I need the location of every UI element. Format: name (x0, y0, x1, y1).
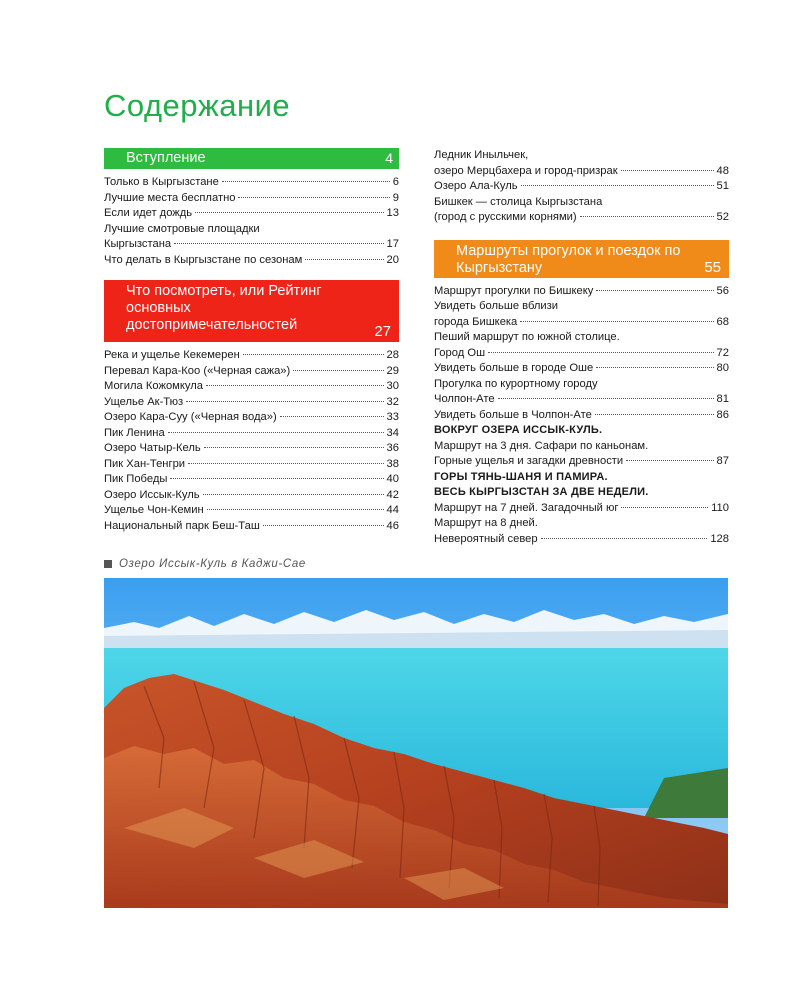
toc-entry-text: Озеро Кара-Суу («Черная вода») (104, 411, 277, 423)
toc-entry-text: Озеро Иссык-Куль (104, 488, 200, 501)
dot-leader (293, 370, 383, 371)
toc-entry-page: 68 (716, 315, 729, 328)
dot-leader (170, 478, 383, 479)
toc-entry-text: Пеший маршрут по южной столице. (434, 331, 620, 343)
toc-entry-page: 46 (386, 519, 399, 532)
toc-entry-line (434, 454, 729, 470)
dot-leader (195, 212, 383, 213)
toc-entry[interactable] (434, 516, 729, 547)
toc-entry-page: 20 (386, 253, 399, 266)
toc-entry[interactable] (104, 426, 399, 442)
toc-entry-text: Маршрут на 7 дней. Загадочный юг (434, 501, 619, 514)
toc-entry-page: 28 (386, 349, 399, 361)
toc-entry[interactable] (434, 361, 729, 377)
toc-entry-page: 40 (386, 473, 399, 485)
toc-entry-page: 36 (386, 442, 399, 454)
toc-entry-line (104, 237, 399, 253)
toc-entry[interactable] (104, 206, 399, 222)
toc-entry-page: 44 (386, 504, 399, 516)
dot-leader (188, 463, 384, 464)
dot-leader (541, 538, 708, 539)
toc-entry-page: 30 (386, 380, 399, 392)
toc-entry[interactable] (104, 175, 399, 191)
toc-entry-line (434, 164, 729, 180)
dot-leader (243, 354, 384, 355)
toc-entry-line (104, 206, 399, 222)
toc-right-column (434, 148, 729, 547)
toc-entry-page: 17 (386, 238, 399, 250)
toc-entry[interactable] (434, 195, 729, 226)
toc-entry-text: Только в Кыргызстане (104, 176, 219, 188)
toc-entry-text: Лучшие смотровые площадки (104, 222, 260, 235)
dot-leader (580, 216, 714, 217)
toc-entry[interactable] (434, 284, 729, 300)
toc-entry-page: 56 (716, 284, 729, 297)
toc-entry-text: Маршрут на 8 дней. (434, 517, 538, 529)
dot-leader (596, 290, 713, 291)
toc-entry-line (434, 315, 729, 331)
dot-leader (488, 352, 714, 353)
dot-leader (174, 243, 383, 244)
toc-entry-text: Кыргызстана (104, 238, 172, 250)
toc-entry-page: 33 (386, 411, 399, 423)
toc-entry-text: Увидеть больше в городе Оше (434, 362, 594, 374)
toc-entry[interactable] (104, 348, 399, 364)
toc-entry-page: 9 (392, 191, 399, 204)
dot-leader (186, 401, 383, 402)
toc-entry[interactable] (104, 191, 399, 207)
toc-entry[interactable] (104, 410, 399, 426)
dot-leader (238, 197, 389, 198)
toc-entry-line (104, 191, 399, 207)
toc-entry-text: Национальный парк Беш-Таш (104, 519, 260, 532)
toc-entry[interactable] (434, 330, 729, 361)
toc-entry-line (104, 395, 399, 411)
toc-entry[interactable] (104, 441, 399, 457)
toc-entry-text: Озеро Чатыр-Кель (104, 442, 201, 454)
toc-list-introduction (104, 175, 399, 268)
square-bullet-icon (104, 560, 112, 568)
toc-entry-line (104, 441, 399, 457)
toc-entry[interactable] (104, 395, 399, 411)
toc-entry[interactable] (434, 423, 729, 470)
toc-entry-text: (город с русскими корнями) (434, 211, 577, 223)
toc-entry-text: Могила Кожомкула (104, 380, 203, 392)
toc-entry-text: Ущелье Ак-Тюз (104, 395, 184, 408)
toc-entry-text: Перевал Кара-Коо («Черная сажа») (104, 364, 291, 377)
toc-entry[interactable] (434, 377, 729, 408)
dot-leader (498, 398, 714, 399)
toc-entry-text: Лучшие места бесплатно (104, 191, 236, 204)
toc-entry[interactable] (104, 488, 399, 504)
toc-entry-text: Пик Хан-Тенгри (104, 457, 186, 470)
toc-entry-text: Город Ош (434, 346, 486, 359)
toc-entry-line (434, 361, 729, 377)
photo-caption (104, 558, 306, 570)
toc-entry-text: Бишкек — столица Кыргызстана (434, 195, 603, 208)
dot-leader (263, 525, 384, 526)
toc-entry-text: Пик Ленина (104, 426, 165, 439)
toc-entry-page: 81 (716, 393, 729, 405)
toc-entry-text: Пик Победы (104, 473, 168, 485)
dot-leader (626, 460, 713, 461)
toc-entry-page: 38 (386, 457, 399, 470)
toc-left-column (104, 148, 399, 534)
section-header-routes[interactable] (434, 240, 729, 278)
toc-entry[interactable] (434, 470, 729, 517)
dot-leader (595, 414, 714, 415)
toc-entry-page: 29 (386, 364, 399, 377)
toc-entry-line (104, 472, 399, 488)
toc-entry-line (434, 346, 729, 362)
toc-entry-line (434, 284, 729, 300)
toc-entry-line (434, 501, 729, 517)
section-title: Маршруты прогулок и поездок по Кыргызстану (456, 242, 681, 276)
toc-entry-page: 48 (716, 164, 729, 177)
toc-entry-line (104, 379, 399, 395)
section-page-number: 4 (385, 150, 393, 166)
toc-entry[interactable] (434, 408, 729, 424)
toc-entry[interactable] (104, 379, 399, 395)
toc-entry-heading: ВОКРУГ ОЗЕРА ИССЫК-КУЛЬ. (434, 424, 603, 436)
section-page-number: 55 (704, 258, 721, 276)
toc-list-routes (434, 284, 729, 548)
toc-entry-line (104, 426, 399, 442)
toc-entry-line (434, 392, 729, 408)
toc-entry-text: Прогулка по курортному городу (434, 377, 598, 390)
toc-list-sights-continued (434, 148, 729, 226)
toc-entry[interactable] (104, 503, 399, 519)
dot-leader (521, 185, 714, 186)
toc-entry-page: 72 (716, 346, 729, 359)
toc-entry-line (104, 410, 399, 426)
toc-entry-page: 32 (386, 395, 399, 408)
toc-entry-heading: ГОРЫ ТЯНЬ-ШАНЯ И ПАМИРА. (434, 470, 608, 483)
toc-entry-page: 34 (386, 426, 399, 439)
toc-entry-heading: ВЕСЬ КЫРГЫЗСТАН ЗА ДВЕ НЕДЕЛИ. (434, 486, 649, 498)
toc-entry-text: Река и ущелье Кекемерен (104, 349, 240, 361)
toc-entry-page: 110 (711, 501, 729, 514)
toc-entry-text: Невероятный север (434, 532, 538, 545)
toc-entry[interactable] (434, 299, 729, 330)
dot-leader (621, 507, 708, 508)
toc-entry[interactable] (104, 519, 399, 535)
toc-entry-text: Увидеть больше вблизи (434, 300, 559, 312)
toc-entry-text: Горные ущелья и загадки древности (434, 455, 624, 467)
toc-entry-line (104, 253, 399, 269)
dot-leader (280, 416, 384, 417)
dot-leader (204, 447, 384, 448)
toc-entry-text: Что делать в Кыргызстане по сезонам (104, 253, 303, 266)
toc-entry-text: Ущелье Чон-Кемин (104, 504, 204, 516)
dot-leader (203, 494, 384, 495)
section-header-sights[interactable] (104, 280, 399, 342)
toc-entry[interactable] (104, 222, 399, 253)
caption-text: Озеро Иссык-Куль в Каджи-Сае (119, 558, 306, 570)
toc-entry-text: Маршрут прогулки по Бишкеку (434, 284, 594, 297)
toc-entry[interactable] (104, 457, 399, 473)
toc-entry-line (434, 532, 729, 548)
toc-entry-text: озеро Мерцбахера и город-призрак (434, 164, 618, 177)
toc-entry-line (104, 503, 399, 519)
dot-leader (305, 259, 383, 260)
page-title: Содержание (104, 88, 291, 123)
toc-entry-page: 42 (386, 488, 399, 501)
toc-entry[interactable] (104, 253, 399, 269)
toc-entry[interactable] (434, 179, 729, 195)
toc-entry-text: города Бишкека (434, 315, 518, 328)
toc-list-sights (104, 348, 399, 534)
toc-entry[interactable] (434, 148, 729, 179)
section-title: Что посмотреть, или Рейтинг основных достопримечательностей (126, 283, 322, 333)
toc-entry-page: 6 (392, 176, 399, 188)
toc-entry-text: Маршрут на 3 дня. Сафари по каньонам. (434, 439, 649, 452)
section-header-introduction[interactable] (104, 148, 399, 169)
toc-entry[interactable] (104, 364, 399, 380)
dot-leader (621, 170, 714, 171)
toc-entry-line (104, 348, 399, 364)
toc-entry-page: 52 (716, 211, 729, 223)
toc-entry-line (434, 179, 729, 195)
toc-entry-page: 86 (716, 408, 729, 421)
toc-entry-line (104, 364, 399, 380)
toc-entry-page: 128 (710, 532, 729, 545)
toc-entry-page: 13 (386, 207, 399, 219)
dot-leader (207, 509, 384, 510)
landscape-photo (104, 578, 728, 908)
section-title: Вступление (126, 150, 206, 166)
toc-entry-line (104, 519, 399, 535)
dot-leader (222, 181, 390, 182)
toc-entry-text: Если идет дождь (104, 207, 193, 219)
toc-entry-page: 87 (716, 455, 729, 467)
toc-entry-line (434, 210, 729, 226)
toc-entry-line (104, 488, 399, 504)
toc-entry-line (434, 408, 729, 424)
toc-entry-text: Озеро Ала-Куль (434, 180, 518, 192)
dot-leader (520, 321, 713, 322)
toc-entry-line (104, 175, 399, 191)
toc-entry-text: Ледник Иныльчек, (434, 149, 529, 161)
section-page-number: 27 (374, 323, 391, 340)
toc-entry-page: 51 (716, 180, 729, 192)
toc-entry-text: Увидеть больше в Чолпон-Ате (434, 408, 592, 421)
dot-leader (206, 385, 384, 386)
toc-entry[interactable] (104, 472, 399, 488)
toc-entry-line (104, 457, 399, 473)
toc-entry-page: 80 (716, 362, 729, 374)
dot-leader (168, 432, 384, 433)
toc-entry-text: Чолпон-Ате (434, 393, 495, 405)
dot-leader (596, 367, 713, 368)
